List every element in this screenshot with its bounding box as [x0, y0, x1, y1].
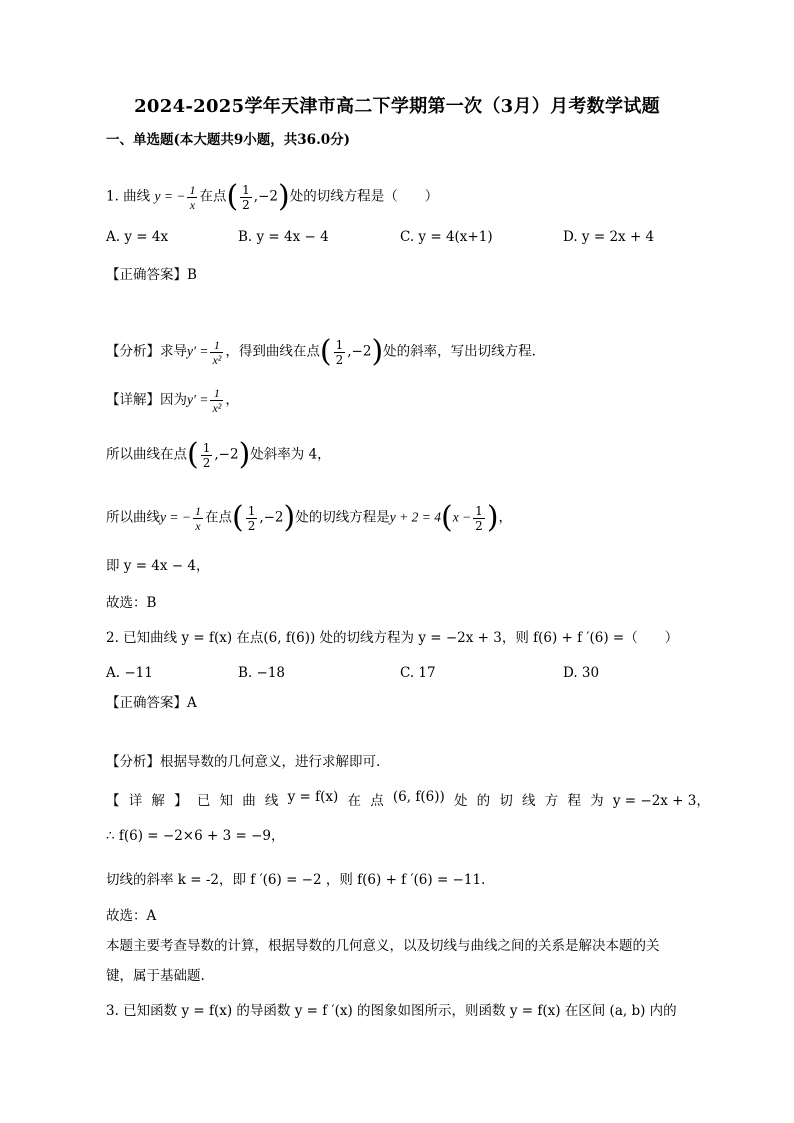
q1-option-a: A. y = 4x — [106, 229, 169, 245]
q2-detail-part: 线 — [264, 793, 279, 809]
q1-curve-eq: y = − — [154, 188, 186, 204]
q1-prefix: 1. 曲线 — [106, 188, 151, 205]
q2-detail-part: 方 — [544, 793, 559, 809]
q2-comment-line2: 键，属于基础题. — [106, 968, 205, 984]
q2-slope: 切线的斜率 k = -2，即 f ′(6) = −2 ，则 f(6) + f ′(6) = −11. — [106, 872, 486, 888]
q1-point-num: 1 — [242, 182, 250, 197]
q1-option-d: D. y = 2x + 4 — [563, 229, 655, 245]
q2-option-d: D. 30 — [563, 665, 600, 681]
q1-point-rest: ,−2 — [253, 188, 278, 205]
q1-tangent-line: 所以曲线y = − $\frac{1}{x}$ 在点( $\frac{1}{2}$ ,−2)处的切线方程是y + 2 = 4(x − $\frac{1}{2}$ )， — [106, 500, 513, 535]
q1-tangent-eq: y + 2 = 4 — [389, 509, 441, 525]
q2-detail-part: y = f(x) — [287, 789, 339, 805]
q2-detail-part: 处 — [453, 793, 468, 809]
q2-detail-part: 程 — [567, 793, 581, 809]
q2-detail-part: 在 — [347, 793, 361, 809]
q1-analysis: 【分析】求导y′ = $\frac{1}{\text{x²}}$ ，得到曲线在点( $\frac{1}{2}$ ,−2)处的斜率，写出切线方程. — [106, 334, 536, 369]
q2-choice: 故选：A — [106, 908, 157, 924]
q1-detail-derivative: y′ = — [187, 392, 209, 407]
q2-detail-part: 的 — [476, 793, 491, 809]
q1-choice: 故选：B — [106, 595, 157, 611]
q1-frac-num: 1 — [189, 182, 196, 197]
q1-analysis-pre: 【分析】求导 — [106, 343, 187, 360]
q2-detail-part: 曲 — [242, 793, 256, 809]
q1-frac-den: x — [189, 197, 196, 212]
question-3-stem: 3. 已知函数 y = f(x) 的导函数 y = f ′(x) 的图象如图所示，则函数 y = f(x) 在区间 (a, b) 内的 — [106, 1003, 677, 1019]
q1-tangent-x: x − — [452, 509, 472, 525]
question-1-stem: 1. 曲线 y = − $\frac{1}{x}$ 在点( $\frac{1}{2}$ ,−2)处的切线方程是（ ） — [106, 179, 439, 214]
q2-option-a: A. −11 — [106, 665, 153, 681]
q2-calc: ∴ f(6) = −2×6 + 3 = −9， — [106, 828, 285, 844]
q2-comment-line1: 本题主要考查导数的计算，根据导数的几何意义，以及切线与曲线之间的关系是解决本题的关 — [106, 938, 660, 954]
page-title: 2024-2025学年天津市高二下学期第一次（3月）月考数学试题 — [134, 96, 660, 117]
q1-slope-line: 所以曲线在点( $\frac{1}{2}$ ,−2)处斜率为 4， — [106, 437, 331, 472]
q2-detail-part: 解 — [151, 793, 165, 809]
q1-result: 即 y = 4x − 4， — [106, 558, 210, 574]
q1-at-point: 在点 — [199, 188, 227, 205]
q1-suffix: 处的切线方程是（ ） — [289, 188, 439, 205]
question-2-stem: 2. 已知曲线 y = f(x) 在点(6, f(6)) 处的切线方程为 y = −2x + 3，则 f(6) + f ′(6) =（ ） — [106, 630, 679, 646]
q1-option-c: C. y = 4(x+1) — [400, 229, 493, 245]
q1-tangent-end: ， — [498, 509, 513, 526]
q2-detail-part: 点 — [370, 793, 384, 809]
q2-detail-part: y = −2x + 3， — [612, 793, 710, 809]
q2-detail-part: 详 — [128, 793, 143, 809]
q1-detail-end: ， — [225, 392, 239, 408]
q2-detail-part: 知 — [219, 793, 234, 809]
q2-detail-part: 】 — [174, 793, 188, 809]
q2-analysis: 【分析】根据导数的几何意义，进行求解即可. — [106, 754, 381, 770]
q2-detail-part: 【 — [106, 793, 120, 809]
q1-tangent-mid2: 处的切线方程是 — [295, 509, 390, 526]
q1-tangent-pre: 所以曲线 — [106, 509, 160, 526]
q2-option-b: B. −18 — [238, 665, 285, 681]
q2-detail — [106, 789, 710, 809]
q2-detail-part: 已 — [196, 793, 211, 809]
q1-slope-pre: 所以曲线在点 — [106, 446, 187, 463]
q1-analysis-post: ，得到曲线在点 — [225, 343, 320, 360]
section-heading: 一、单选题(本大题共9小题，共36.0分) — [106, 132, 351, 148]
q2-detail-part: (6, f(6)) — [392, 789, 445, 805]
q2-answer: 【正确答案】A — [106, 695, 197, 711]
q1-option-b: B. y = 4x − 4 — [238, 229, 329, 245]
q1-analysis-end: 处的斜率，写出切线方程. — [383, 343, 536, 360]
q1-slope-end: 处斜率为 4， — [250, 446, 331, 463]
q1-point-den: 2 — [242, 197, 250, 212]
q1-detail: 【详解】因为y′ = $\frac{1}{\text{x²}}$ ， — [106, 386, 239, 415]
q1-detail-pre: 【详解】因为 — [106, 392, 187, 408]
q1-answer: 【正确答案】B — [106, 267, 197, 283]
q2-detail-part: 切 — [499, 793, 513, 809]
q2-detail-part: 为 — [590, 793, 604, 809]
q1-fraction — [187, 183, 197, 212]
q1-derivative: y′ = — [187, 343, 209, 359]
q2-option-c: C. 17 — [400, 665, 436, 681]
q1-tangent-mid: 在点 — [204, 509, 232, 526]
q2-detail-part: 线 — [522, 793, 536, 809]
